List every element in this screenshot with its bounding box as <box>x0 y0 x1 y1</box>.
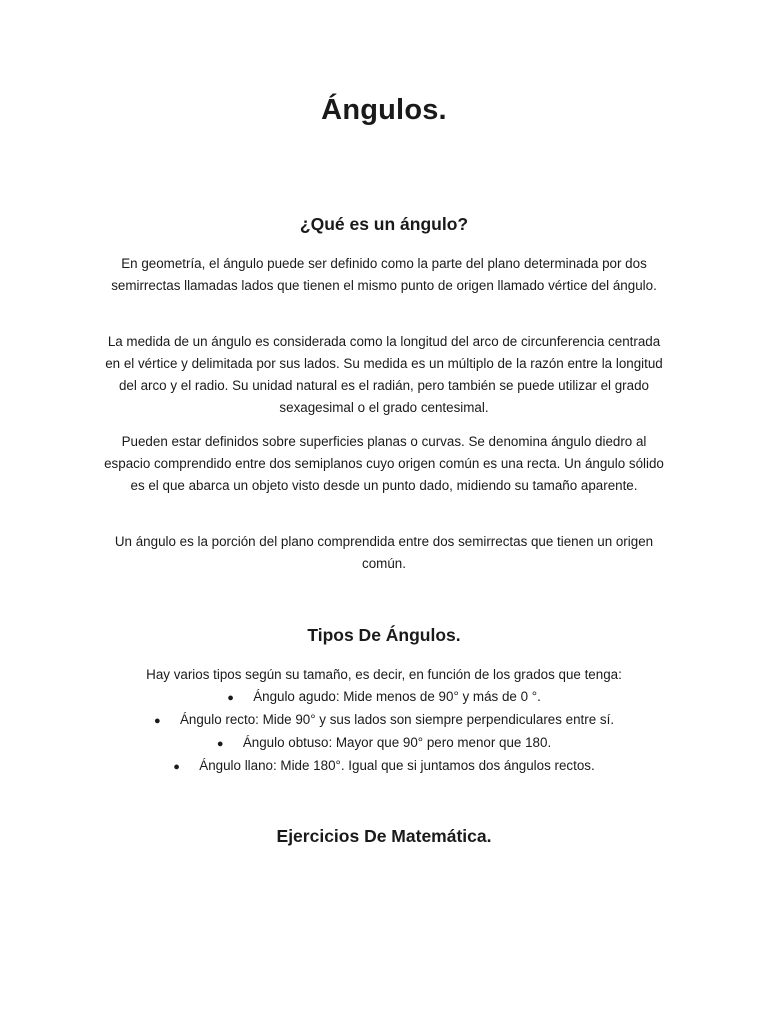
bullet-icon: ● <box>173 761 180 773</box>
bullet-icon: ● <box>153 715 161 727</box>
list-item-text: Ángulo obtuso: Mayor que 90° pero menor que 180. <box>242 735 552 750</box>
bullet-icon: ● <box>227 692 234 704</box>
angle-types-list <box>104 686 664 778</box>
paragraph-measure: La medida de un ángulo es considerada como la longitud del arco de circunferencia centrada en el vértice y delimitada por sus lados. Su medida es un múltiplo de la razón entre la longitud del arco y el radio. Su unidad natural es el radián, pero también se puede utilizar el grado sexagesimal o el grado centesimal. <box>105 334 663 415</box>
paragraph-definition: En geometría, el ángulo puede ser definido como la parte del plano determinada por dos semirrectas llamadas lados que tienen el mismo punto de origen llamado vértice del ángulo. <box>111 256 657 293</box>
list-item-text: Ángulo llano: Mide 180°. Igual que si juntamos dos ángulos rectos. <box>199 758 595 773</box>
types-intro: Hay varios tipos según su tamaño, es decir, en función de los grados que tenga: <box>146 667 622 682</box>
section-heading-what-is-angle: ¿Qué es un ángulo? <box>299 214 469 234</box>
section-heading-angle-types: Tipos De Ángulos. <box>307 625 461 645</box>
bullet-icon: ● <box>216 738 224 750</box>
paragraph-portion: Un ángulo es la porción del plano comprendida entre dos semirrectas que tienen un origen común. <box>114 534 654 571</box>
list-item-text: Ángulo agudo: Mide menos de 90° y más de 0 °. <box>253 689 541 704</box>
list-item <box>104 709 664 732</box>
paragraph-surfaces: Pueden estar definidos sobre superficies planas o curvas. Se denomina ángulo diedro al espacio comprendido entre dos semiplanos cuyo origen común es una recta. Un ángulo sólido es el que abarca un objeto visto desde un punto dado, midiendo su tamaño aparente. <box>104 434 664 493</box>
list-item <box>104 755 664 778</box>
document-title: Ángulos. <box>321 94 447 126</box>
list-item-text: Ángulo recto: Mide 90° y sus lados son siempre perpendiculares entre sí. <box>179 712 615 727</box>
list-item <box>104 732 664 755</box>
section-heading-exercises: Ejercicios De Matemática. <box>276 826 492 846</box>
list-item <box>104 686 664 709</box>
